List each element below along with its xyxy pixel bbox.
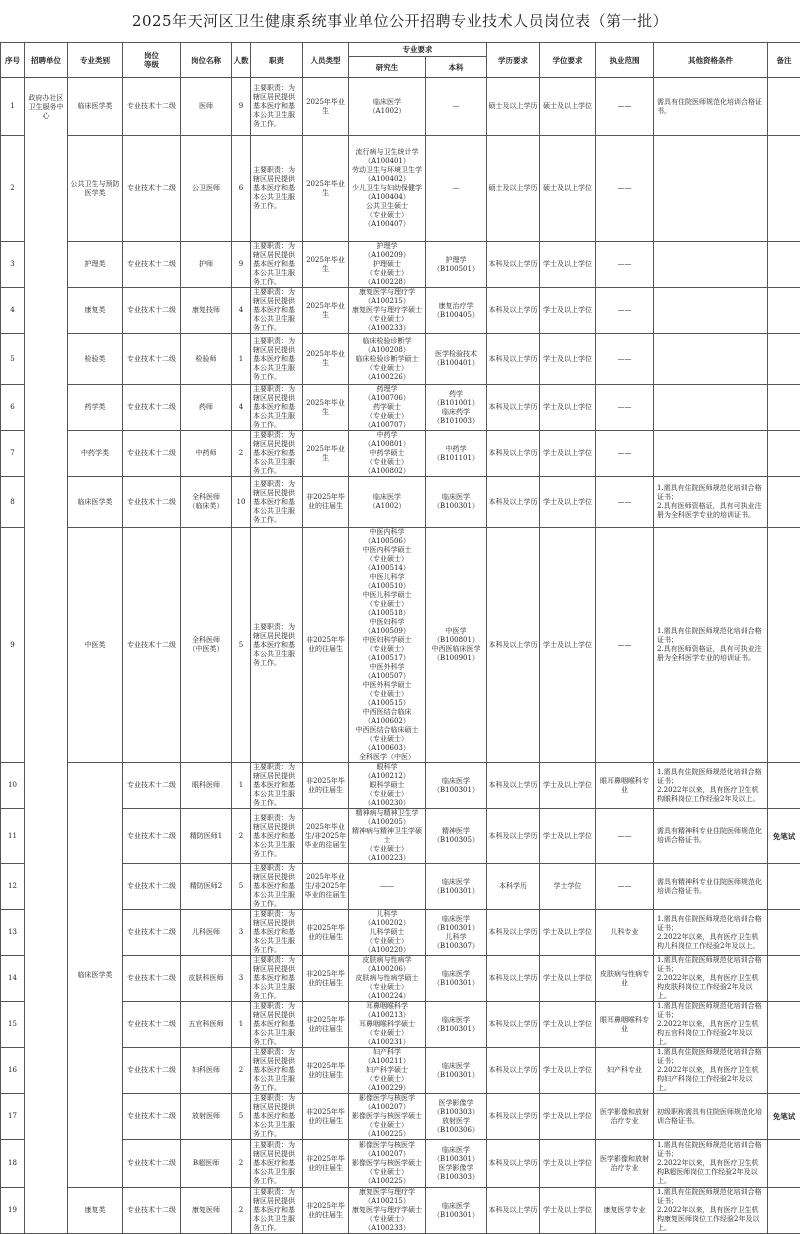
graduate-major: 临床医学 （A1002） [349, 477, 426, 528]
headcount: 3 [232, 956, 251, 1002]
header-unit: 招聘单位 [25, 43, 68, 78]
other-qualifications: 1.需具有住院医师规范化培训合格证书； 2.具有医师资格证，具有可执业注册为全科医学专业的培训证书。 [654, 528, 768, 763]
remark [768, 1048, 800, 1094]
table-row [1, 288, 800, 334]
other-qualifications: 1.需具有住院医师规范化培训合格证书； 2.2022年以来，具有医疗卫生机构康复医师岗位工作经验2年及以上。 [654, 1188, 768, 1234]
duty-text: 主要职责：为辖区居民提供基本医疗和基本公共卫生服务工作。 [251, 242, 303, 288]
practice-scope: —— [596, 288, 654, 334]
duty-text: 主要职责：为辖区居民提供基本医疗和基本公共卫生服务工作。 [251, 288, 303, 334]
position-level: 专业技术十二级 [123, 1188, 181, 1234]
row-number: 8 [1, 477, 25, 528]
duty-text: 主要职责：为辖区居民提供基本医疗和基本公共卫生服务工作。 [251, 1048, 303, 1094]
degree-requirement: 学士及以上学位 [540, 385, 596, 431]
candidate-type: 非2025年毕业的往届生 [303, 1094, 349, 1140]
remark: 免笔试 [768, 1094, 800, 1140]
degree-requirement: 学士及以上学位 [540, 1140, 596, 1188]
category-cell: 护理类 [68, 242, 123, 288]
other-qualifications: 1.需具有住院医师规范化培训合格证书； 2.2022年以来，具有医疗卫生机构B超医师岗位工作经验2年及以上。 [654, 1140, 768, 1188]
position-level: 专业技术十二级 [123, 809, 181, 864]
education-requirement: 硕士及以上学历 [487, 136, 540, 242]
practice-scope: 医学影像和放射治疗专业 [596, 1140, 654, 1188]
remark [768, 910, 800, 956]
post-name: B超医师 [181, 1140, 232, 1188]
table-row [1, 334, 800, 385]
headcount: 9 [232, 242, 251, 288]
post-name: 全科医师 （中医类） [181, 528, 232, 763]
graduate-major: 康复医学与理疗学 （A100215） 康复医学与理疗学硕士 （专业硕士） （A100233） [349, 288, 426, 334]
degree-requirement: 硕士及以上学位 [540, 136, 596, 242]
table-row [1, 385, 800, 431]
candidate-type: 2025年毕业生 [303, 334, 349, 385]
education-requirement: 本科及以上学历 [487, 1048, 540, 1094]
position-level: 专业技术十二级 [123, 1002, 181, 1048]
undergraduate-major: 临床医学 （B100301） 医学影像学 （B100303） [426, 1140, 487, 1188]
row-number: 2 [1, 136, 25, 242]
position-level: 专业技术十二级 [123, 864, 181, 910]
education-requirement: 本科及以上学历 [487, 1002, 540, 1048]
candidate-type: 非2025年毕业的往届生 [303, 956, 349, 1002]
headcount: 2 [232, 809, 251, 864]
post-name: 护师 [181, 242, 232, 288]
table-row [1, 477, 800, 528]
graduate-major: 流行病与卫生统计学 （A100401） 劳动卫生与环境卫生学 （A100402） 少儿卫生与妇幼保健学 （A100404） 公共卫生硕士 （专业硕士） （A100407） [349, 136, 426, 242]
duty-text: 主要职责：为辖区居民提供基本医疗和基本公共卫生服务工作。 [251, 431, 303, 477]
graduate-major: 中医内科学 （A100506） 中医内科学硕士 （专业硕士） （A100514） 中医儿科学 （A100510） 中医儿科学硕士 （专业硕士） （A100518） 中医妇科学 （A100509） 中医妇科学硕士 （专业硕士） （A100517） 中医外科学 （A100507） 中医外科学硕士 （专业硕士） （A100515） 中西医结合临床 （A100602） 中西医结合临床硕士 （专业硕士） （A100603） 全科医学（中医） [349, 528, 426, 763]
category-cell: 临床医学类 [68, 477, 123, 528]
education-requirement: 本科及以上学历 [487, 242, 540, 288]
other-qualifications [654, 288, 768, 334]
undergraduate-major: 临床医学 （B100301） [426, 1002, 487, 1048]
post-name: 医师 [181, 78, 232, 136]
practice-scope: 皮肤病与性病专业 [596, 956, 654, 1002]
duty-text: 主要职责：为辖区居民提供基本医疗和基本公共卫生服务工作。 [251, 809, 303, 864]
candidate-type: 非2025年毕业的往届生 [303, 477, 349, 528]
row-number: 15 [1, 1002, 25, 1048]
other-qualifications [654, 431, 768, 477]
category-cell: 公共卫生与预防医学类 [68, 136, 123, 242]
education-requirement: 硕士及以上学历 [487, 78, 540, 136]
candidate-type: 非2025年毕业的往届生 [303, 910, 349, 956]
header-major: 专业要求 [349, 43, 487, 57]
duty-text: 主要职责：为辖区居民提供基本医疗和基本公共卫生服务工作。 [251, 1002, 303, 1048]
duty-text: 主要职责：为辖区居民提供基本医疗和基本公共卫生服务工作。 [251, 334, 303, 385]
undergraduate-major: — [426, 78, 487, 136]
graduate-major: 护理学 （A100209） 护理硕士 （专业硕士） （A100228） [349, 242, 426, 288]
remark [768, 431, 800, 477]
practice-scope: 医学影像和放射治疗专业 [596, 1094, 654, 1140]
header-degree: 学位要求 [540, 43, 596, 78]
undergraduate-major: 医学影像学 （B100303） 放射医学 （B100306） [426, 1094, 487, 1140]
education-requirement: 本科及以上学历 [487, 288, 540, 334]
position-level: 专业技术十二级 [123, 431, 181, 477]
undergraduate-major: 中医学 （B100801） 中西医临床医学 （B100901） [426, 528, 487, 763]
duty-text: 主要职责：为辖区居民提供基本医疗和基本公共卫生服务工作。 [251, 1140, 303, 1188]
undergraduate-major: 药学 （B101001） 临床药学 （B101003） [426, 385, 487, 431]
education-requirement: 本科及以上学历 [487, 1188, 540, 1234]
position-level: 专业技术十二级 [123, 956, 181, 1002]
duty-text: 主要职责：为辖区居民提供基本医疗和基本公共卫生服务工作。 [251, 910, 303, 956]
remark [768, 528, 800, 763]
remark [768, 288, 800, 334]
headcount: 1 [232, 1002, 251, 1048]
undergraduate-major: 临床医学 （B100301） [426, 864, 487, 910]
practice-scope: —— [596, 136, 654, 242]
degree-requirement: 学士及以上学位 [540, 528, 596, 763]
duty-text: 主要职责：为辖区居民提供基本医疗和基本公共卫生服务工作。 [251, 763, 303, 809]
other-qualifications: 1.需具有住院医师规范化培训合格证书； 2.2022年以来，具有医疗卫生机构皮肤科岗位工作经验2年及以上。 [654, 956, 768, 1002]
practice-scope: 眼耳鼻咽喉科专业 [596, 1002, 654, 1048]
candidate-type: 2025年毕业生 [303, 431, 349, 477]
degree-requirement: 学士及以上学位 [540, 1188, 596, 1234]
remark [768, 242, 800, 288]
post-name: 康复医师 [181, 1188, 232, 1234]
candidate-type: 2025年毕业生 [303, 288, 349, 334]
recruiting-unit: 政府办社区卫生服务中心 [25, 78, 68, 1234]
practice-scope: —— [596, 242, 654, 288]
education-requirement: 本科及以上学历 [487, 1094, 540, 1140]
degree-requirement: 学士及以上学位 [540, 809, 596, 864]
practice-scope: —— [596, 385, 654, 431]
candidate-type: 非2025年毕业的往届生 [303, 1048, 349, 1094]
table-row [1, 1188, 800, 1234]
degree-requirement: 学士及以上学位 [540, 334, 596, 385]
other-qualifications: 需具有精神科专业住院医师规范化培训合格证书。 [654, 864, 768, 910]
degree-requirement: 学士及以上学位 [540, 431, 596, 477]
practice-scope: 妇产科专业 [596, 1048, 654, 1094]
remark [768, 136, 800, 242]
practice-scope: —— [596, 477, 654, 528]
other-qualifications: 需具有精神科专业住院医师规范化培训合格证书。 [654, 809, 768, 864]
headcount: 5 [232, 864, 251, 910]
header-grad: 研究生 [349, 57, 426, 78]
other-qualifications: 1.需具有住院医师规范化培训合格证书； 2.2022年以来，具有医疗卫生机构儿科岗位工作经验2年及以上。 [654, 910, 768, 956]
graduate-major: —— [349, 864, 426, 910]
headcount: 2 [232, 431, 251, 477]
category-cell: 临床医学类 [68, 763, 123, 1188]
position-level: 专业技术十二级 [123, 136, 181, 242]
degree-requirement: 硕士及以上学位 [540, 78, 596, 136]
education-requirement: 本科及以上学历 [487, 334, 540, 385]
other-qualifications: 1.需具有住院医师规范化培训合格证书； 2.具有医师资格证，具有可执业注册为全科医学专业的培训证书。 [654, 477, 768, 528]
degree-requirement: 学士学位 [540, 864, 596, 910]
other-qualifications [654, 385, 768, 431]
degree-requirement: 学士及以上学位 [540, 288, 596, 334]
position-level: 专业技术十二级 [123, 1140, 181, 1188]
header-level: 岗位 等级 [123, 43, 181, 78]
row-number: 17 [1, 1094, 25, 1140]
position-level: 专业技术十二级 [123, 910, 181, 956]
undergraduate-major: 康复治疗学 （B100405） [426, 288, 487, 334]
header-note: 备注 [768, 43, 800, 78]
row-number: 11 [1, 809, 25, 864]
post-name: 康复技师 [181, 288, 232, 334]
row-number: 5 [1, 334, 25, 385]
practice-scope: —— [596, 78, 654, 136]
post-name: 全科医师 （临床类） [181, 477, 232, 528]
row-number: 18 [1, 1140, 25, 1188]
candidate-type: 2025年毕业生 [303, 242, 349, 288]
remark [768, 78, 800, 136]
degree-requirement: 学士及以上学位 [540, 477, 596, 528]
headcount: 4 [232, 288, 251, 334]
position-level: 专业技术十二级 [123, 528, 181, 763]
headcount: 6 [232, 136, 251, 242]
graduate-major: 影像医学与核医学 （A100207） 影像医学与核医学硕士 （专业硕士） （A100225） [349, 1140, 426, 1188]
post-name: 精防医师1 [181, 809, 232, 864]
education-requirement: 本科学历 [487, 864, 540, 910]
remark [768, 1188, 800, 1234]
graduate-major: 影像医学与核医学 （A100207） 影像医学与核医学硕士 （专业硕士） （A100225） [349, 1094, 426, 1140]
duty-text: 主要职责：为辖区居民提供基本医疗和基本公共卫生服务工作。 [251, 385, 303, 431]
graduate-major: 耳鼻咽喉科学 （A100213） 耳鼻咽喉科学硕士 （专业硕士） （A100231） [349, 1002, 426, 1048]
header-post: 岗位名称 [181, 43, 232, 78]
degree-requirement: 学士及以上学位 [540, 1048, 596, 1094]
headcount: 10 [232, 477, 251, 528]
remark [768, 1140, 800, 1188]
undergraduate-major: 临床医学 （B100301） [426, 956, 487, 1002]
headcount: 5 [232, 528, 251, 763]
other-qualifications: 1.需具有住院医师规范化培训合格证书； 2.2022年以来，具有医疗卫生机构妇产科岗位工作经验2年及以上。 [654, 1048, 768, 1094]
post-name: 精防医师2 [181, 864, 232, 910]
graduate-major: 眼科学 （A100212） 眼科学硕士 （专业硕士） （A100230） [349, 763, 426, 809]
graduate-major: 药理学 （A100706） 药学硕士 （专业硕士） （A100707） [349, 385, 426, 431]
other-qualifications: 1.需具有住院医师规范化培训合格证书； 2.2022年以来，具有医疗卫生机构眼科岗位工作经验2年及以上。 [654, 763, 768, 809]
header-scope: 执业范围 [596, 43, 654, 78]
post-name: 皮肤科医师 [181, 956, 232, 1002]
header-other: 其他资格条件 [654, 43, 768, 78]
row-number: 12 [1, 864, 25, 910]
post-name: 儿科医师 [181, 910, 232, 956]
header-category: 专业类别 [68, 43, 123, 78]
header-no: 序号 [1, 43, 25, 78]
row-number: 7 [1, 431, 25, 477]
duty-text: 主要职责：为辖区居民提供基本医疗和基本公共卫生服务工作。 [251, 1188, 303, 1234]
candidate-type: 2025年毕业生 [303, 136, 349, 242]
position-level: 专业技术十二级 [123, 477, 181, 528]
practice-scope: 儿科专业 [596, 910, 654, 956]
header-edu: 学历要求 [487, 43, 540, 78]
candidate-type: 非2025年毕业的往届生 [303, 528, 349, 763]
headcount: 4 [232, 385, 251, 431]
education-requirement: 本科及以上学历 [487, 956, 540, 1002]
row-number: 19 [1, 1188, 25, 1234]
undergraduate-major: 临床医学 （B100301） [426, 477, 487, 528]
remark: 免笔试 [768, 809, 800, 864]
candidate-type: 非2025年毕业的往届生 [303, 1002, 349, 1048]
education-requirement: 本科及以上学历 [487, 910, 540, 956]
headcount: 3 [232, 910, 251, 956]
position-level: 专业技术十二级 [123, 288, 181, 334]
table-row [1, 763, 800, 809]
undergraduate-major: 临床医学 （B100301） [426, 1048, 487, 1094]
category-cell: 康复类 [68, 1188, 123, 1234]
row-number: 4 [1, 288, 25, 334]
duty-text: 主要职责：为辖区居民提供基本医疗和基本公共卫生服务工作。 [251, 477, 303, 528]
degree-requirement: 学士及以上学位 [540, 956, 596, 1002]
row-number: 3 [1, 242, 25, 288]
header-duty: 职责 [251, 43, 303, 78]
education-requirement: 本科及以上学历 [487, 528, 540, 763]
candidate-type: 2025年毕业生/非2025年毕业的往届生 [303, 864, 349, 910]
undergraduate-major: 护理学 （B100501） [426, 242, 487, 288]
row-number: 10 [1, 763, 25, 809]
other-qualifications [654, 334, 768, 385]
position-level: 专业技术十二级 [123, 1048, 181, 1094]
remark [768, 477, 800, 528]
position-level: 专业技术十二级 [123, 763, 181, 809]
undergraduate-major: 中药学 （B101101） [426, 431, 487, 477]
table-row [1, 431, 800, 477]
undergraduate-major: 医学检验技术 （B100401） [426, 334, 487, 385]
table-row [1, 78, 800, 136]
graduate-major: 临床检验诊断学 （A100208） 临床检验诊断学硕士 （专业硕士） （A100226） [349, 334, 426, 385]
duty-text: 主要职责：为辖区居民提供基本医疗和基本公共卫生服务工作。 [251, 78, 303, 136]
other-qualifications: 初级职称需具有住院医师规范化培训合格证书。 [654, 1094, 768, 1140]
degree-requirement: 学士及以上学位 [540, 242, 596, 288]
duty-text: 主要职责：为辖区居民提供基本医疗和基本公共卫生服务工作。 [251, 956, 303, 1002]
degree-requirement: 学士及以上学位 [540, 910, 596, 956]
page-title: 2025年天河区卫生健康系统事业单位公开招聘专业技术人员岗位表（第一批） [0, 10, 800, 32]
remark [768, 763, 800, 809]
practice-scope: —— [596, 431, 654, 477]
remark [768, 1002, 800, 1048]
education-requirement: 本科及以上学历 [487, 1140, 540, 1188]
candidate-type: 非2025年毕业的往届生 [303, 763, 349, 809]
row-number: 1 [1, 78, 25, 136]
post-name: 药师 [181, 385, 232, 431]
other-qualifications [654, 136, 768, 242]
headcount: 2 [232, 1188, 251, 1234]
graduate-major: 临床医学 （A1002） [349, 78, 426, 136]
row-number: 14 [1, 956, 25, 1002]
degree-requirement: 学士及以上学位 [540, 763, 596, 809]
practice-scope: —— [596, 334, 654, 385]
table-row [1, 528, 800, 763]
category-cell: 中医类 [68, 528, 123, 763]
headcount: 1 [232, 334, 251, 385]
headcount: 1 [232, 763, 251, 809]
headcount: 5 [232, 1094, 251, 1140]
header-ug: 本科 [426, 57, 487, 78]
undergraduate-major: — [426, 136, 487, 242]
education-requirement: 本科及以上学历 [487, 809, 540, 864]
recruitment-table [0, 42, 800, 1234]
headcount: 2 [232, 1140, 251, 1188]
graduate-major: 精神病与精神卫生学 （A100205） 精神病与精神卫生学硕士 （专业硕士） （A100223） [349, 809, 426, 864]
category-cell: 康复类 [68, 288, 123, 334]
header-type: 人员类型 [303, 43, 349, 78]
row-number: 9 [1, 528, 25, 763]
candidate-type: 非2025年毕业的往届生 [303, 1188, 349, 1234]
other-qualifications: 1.需具有住院医师规范化培训合格证书； 2.2022年以来，具有医疗卫生机构五官科岗位工作经验2年及以上。 [654, 1002, 768, 1048]
row-number: 6 [1, 385, 25, 431]
headcount: 9 [232, 78, 251, 136]
practice-scope: 康复医学专业 [596, 1188, 654, 1234]
category-cell: 中药学类 [68, 431, 123, 477]
undergraduate-major: 临床医学 （B100301） [426, 763, 487, 809]
post-name: 放射医师 [181, 1094, 232, 1140]
undergraduate-major: 精神医学 （B100305） [426, 809, 487, 864]
duty-text: 主要职责：为辖区居民提供基本医疗和基本公共卫生服务工作。 [251, 864, 303, 910]
remark [768, 956, 800, 1002]
remark [768, 385, 800, 431]
graduate-major: 儿科学 （A100202） 儿科学硕士 （专业硕士） （A100220） [349, 910, 426, 956]
candidate-type: 2025年毕业生 [303, 385, 349, 431]
position-level: 专业技术十二级 [123, 385, 181, 431]
practice-scope: —— [596, 809, 654, 864]
undergraduate-major: 临床医学 （B100301） 儿科学 （B100307） [426, 910, 487, 956]
position-level: 专业技术十二级 [123, 1094, 181, 1140]
education-requirement: 本科及以上学历 [487, 431, 540, 477]
duty-text: 主要职责：为辖区居民提供基本医疗和基本公共卫生服务工作。 [251, 528, 303, 763]
practice-scope: —— [596, 528, 654, 763]
degree-requirement: 学士及以上学位 [540, 1002, 596, 1048]
candidate-type: 2025年毕业生 [303, 78, 349, 136]
position-level: 专业技术十二级 [123, 334, 181, 385]
table-row [1, 242, 800, 288]
category-cell: 检验类 [68, 334, 123, 385]
post-name: 公卫医师 [181, 136, 232, 242]
post-name: 检验师 [181, 334, 232, 385]
graduate-major: 康复医学与理疗学 （A100215） 康复医学与理疗学硕士 （专业硕士） （A100233） [349, 1188, 426, 1234]
row-number: 16 [1, 1048, 25, 1094]
duty-text: 主要职责：为辖区居民提供基本医疗和基本公共卫生服务工作。 [251, 136, 303, 242]
post-name: 眼科医师 [181, 763, 232, 809]
position-level: 专业技术十二级 [123, 242, 181, 288]
post-name: 妇科医师 [181, 1048, 232, 1094]
education-requirement: 本科及以上学历 [487, 763, 540, 809]
header-count: 人数 [232, 43, 251, 78]
post-name: 中药师 [181, 431, 232, 477]
candidate-type: 非2025年毕业的往届生 [303, 1140, 349, 1188]
remark [768, 334, 800, 385]
graduate-major: 妇产科学 （A100211） 妇产科学硕士 （专业硕士） （A100229） [349, 1048, 426, 1094]
graduate-major: 皮肤病与性病学 （A100206） 皮肤病与性病学硕士 （专业硕士） （A100224） [349, 956, 426, 1002]
row-number: 13 [1, 910, 25, 956]
position-level: 专业技术十二级 [123, 78, 181, 136]
education-requirement: 本科及以上学历 [487, 477, 540, 528]
degree-requirement: 学士及以上学位 [540, 1094, 596, 1140]
candidate-type: 2025年毕业生/非2025年毕业的往届生 [303, 809, 349, 864]
practice-scope: 眼耳鼻咽喉科专业 [596, 763, 654, 809]
practice-scope: —— [596, 864, 654, 910]
other-qualifications [654, 242, 768, 288]
headcount: 2 [232, 1048, 251, 1094]
remark [768, 864, 800, 910]
education-requirement: 本科及以上学历 [487, 385, 540, 431]
post-name: 五官科医师 [181, 1002, 232, 1048]
category-cell: 临床医学类 [68, 78, 123, 136]
other-qualifications: 需具有住院医师规范化培训合格证书。 [654, 78, 768, 136]
undergraduate-major: 临床医学 （B100301） [426, 1188, 487, 1234]
category-cell: 药学类 [68, 385, 123, 431]
table-row [1, 136, 800, 242]
graduate-major: 中药学 （A100801） 中药学硕士 （专业硕士） （A100802） [349, 431, 426, 477]
duty-text: 主要职责：为辖区居民提供基本医疗和基本公共卫生服务工作。 [251, 1094, 303, 1140]
